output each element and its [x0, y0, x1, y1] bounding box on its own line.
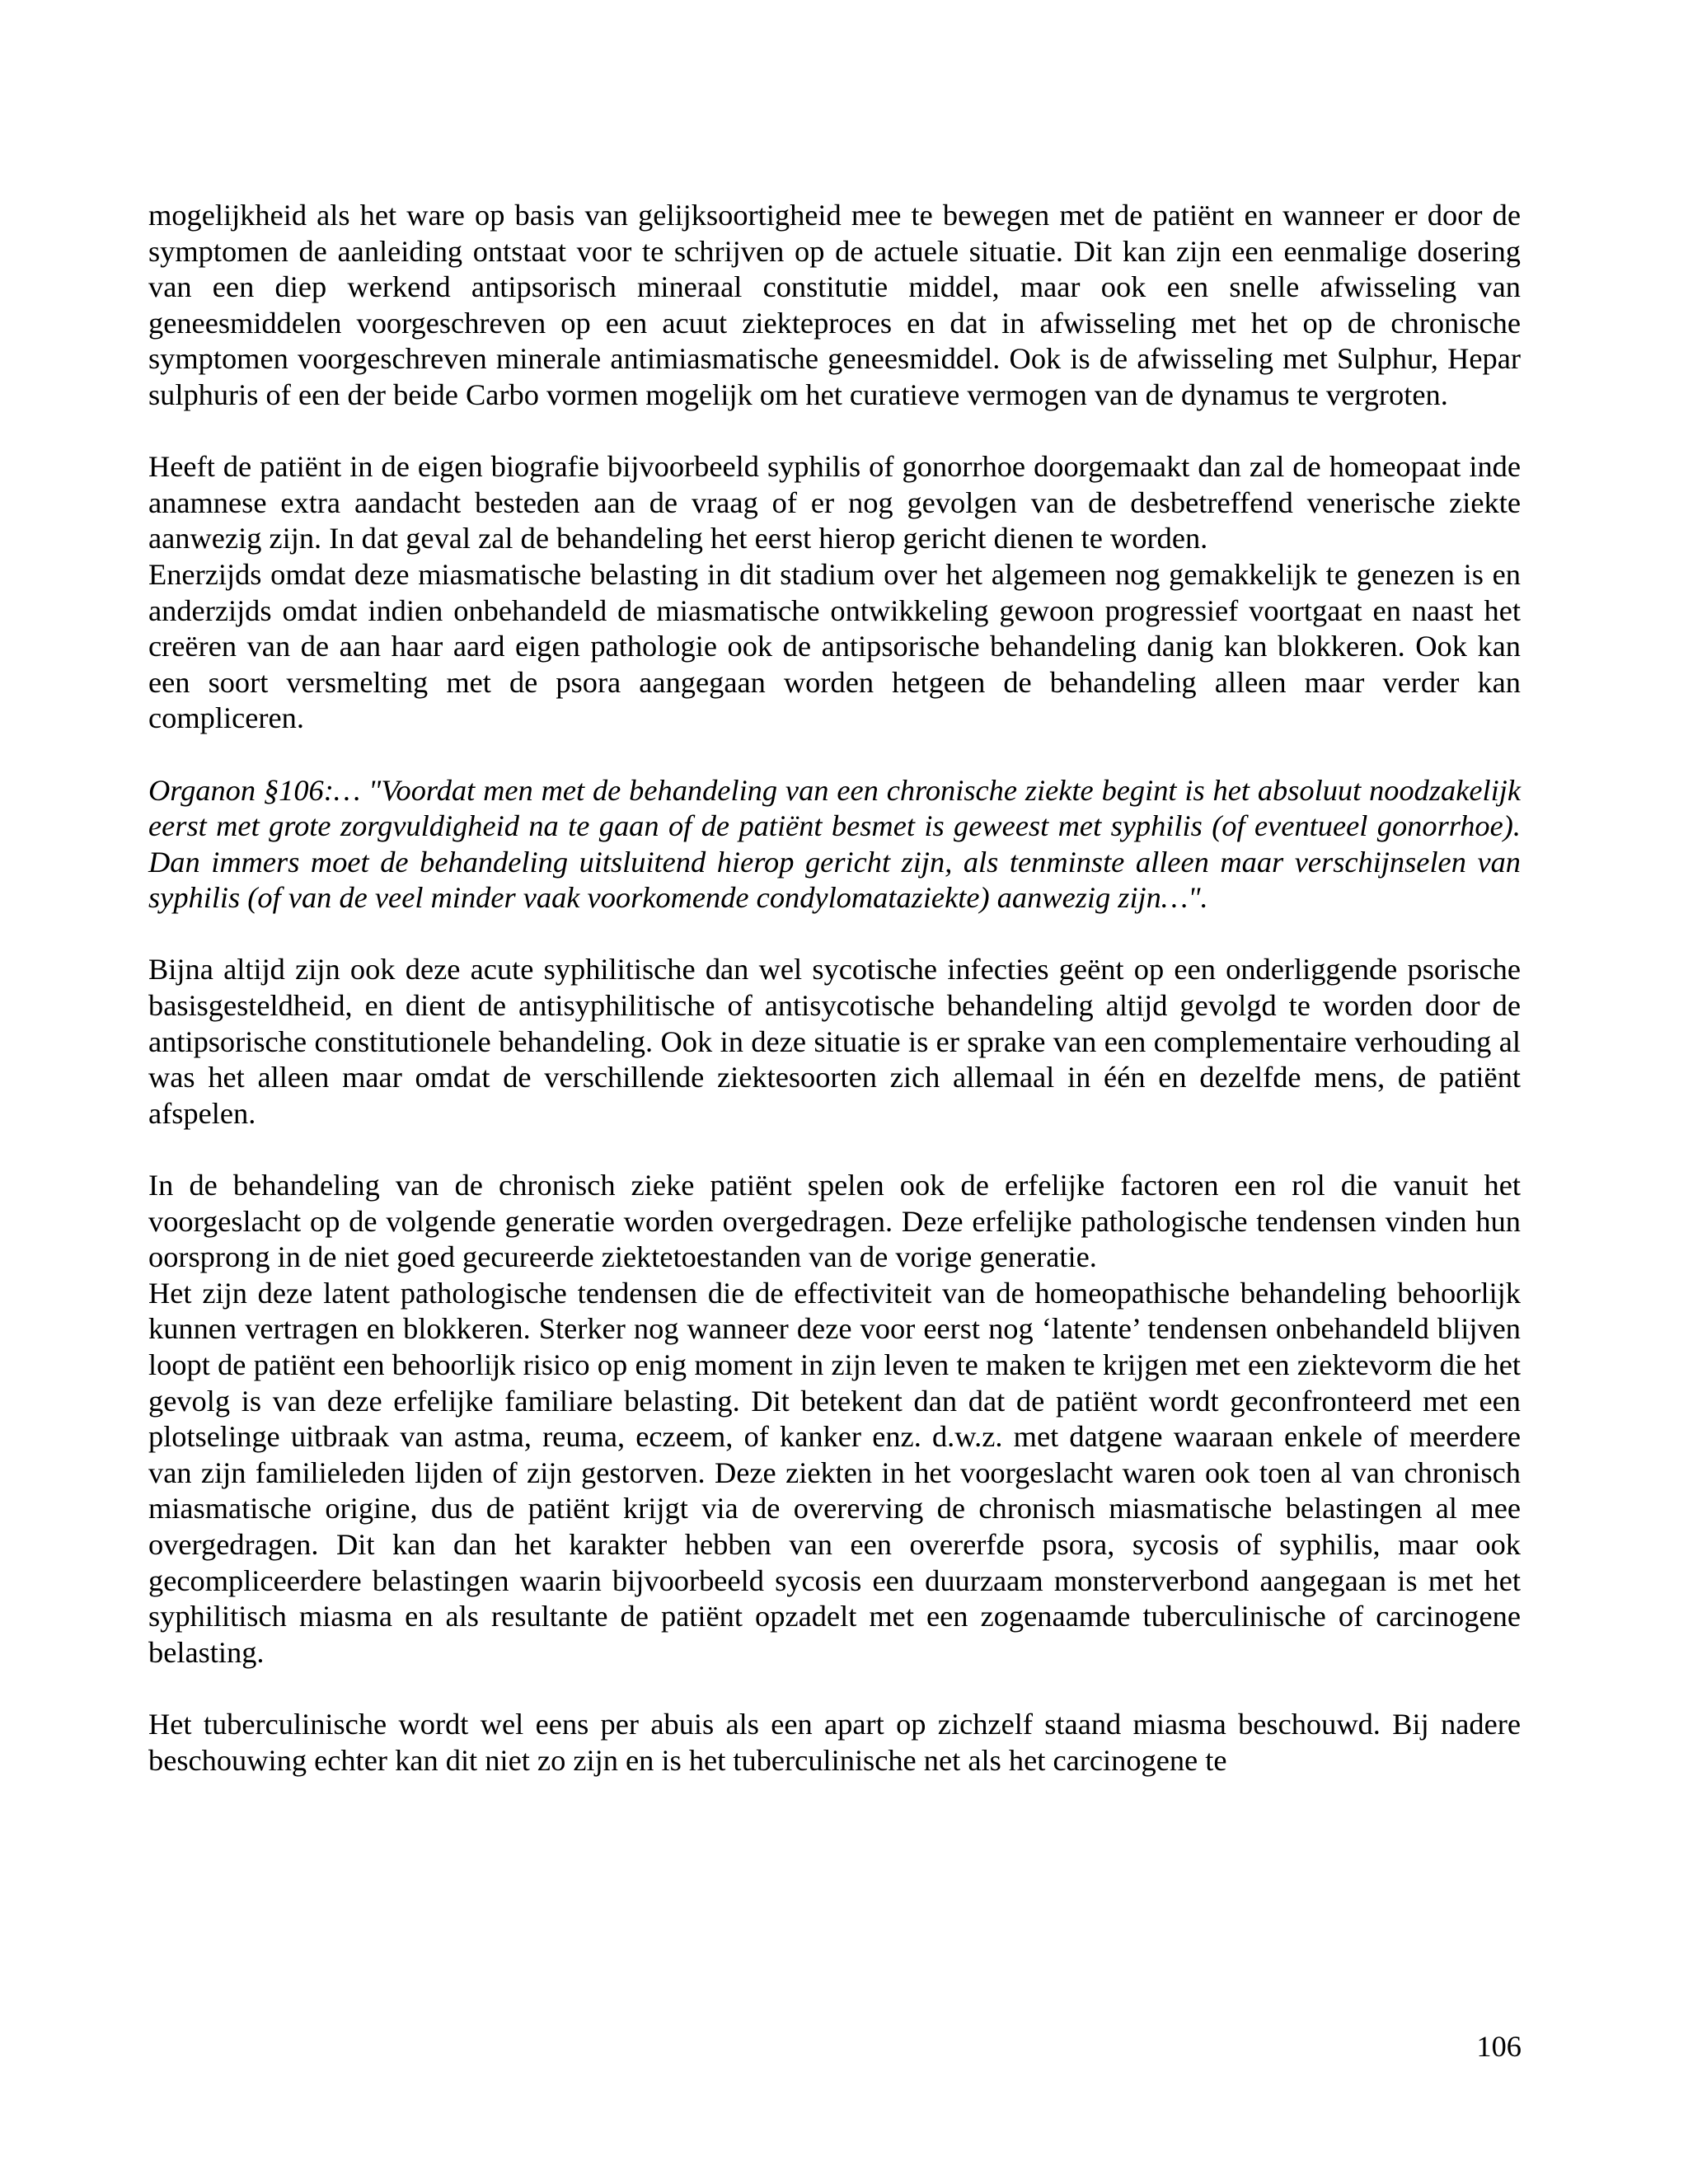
paragraph-remedy-alternation: mogelijkheid als het ware op basis van gelijksoortigheid mee te bewegen met de patiënt en wanneer er door de symptomen de aanleiding ontstaat voor te schrijven op de actuele situatie. Dit kan zijn een eenmalige dosering van een diep werkend antipsorisch mineraal constitutie middel, maar ook een snelle afwisseling van geneesmiddelen voorgeschreven op een acuut ziekteproces en dat in afwisseling met het op de chronische symptomen voorgeschreven minerale antimiasmatische geneesmiddel. Ook is de afwisseling met Sulphur, Hepar sulphuris of een der beide Carbo vormen mogelijk om het curatieve vermogen van de dynamus te vergroten. — [148, 199, 1521, 411]
paragraph-miasmatic-burden: Enerzijds omdat deze miasmatische belasting in dit stadium over het algemeen nog gemakkelijk te genezen is en anderzijds omdat indien onbehandeld de miasmatische ontwikkeling gewoon progressief voortgaat en naast het creëren van de aan haar aard eigen pathologie ook de antipsorische behandeling danig kan blokkeren. Ook kan een soort versmelting met de psora aangegaan worden hetgeen de behandeling alleen maar verder kan compliceren. — [148, 557, 1521, 735]
paragraph-tuberculinic: Het tuberculinische wordt wel eens per abuis als een apart op zichzelf staand miasma beschouwd. Bij nadere beschouwing echter kan dit niet zo zijn en is het tuberculinische net als het carcinogene te — [148, 1707, 1521, 1777]
paragraph-latent-tendencies: Het zijn deze latent pathologische tendensen die de effectiviteit van de homeopathische behandeling behoorlijk kunnen vertragen en blokkeren. Sterker nog wanneer deze voor eerst nog ‘latente’ tendensen onbehandeld blijven loopt de patiënt een behoorlijk risico op enig moment in zijn leven te maken te krijgen met een ziektevorm die het gevolg is van deze erfelijke familiare belasting. Dit betekent dan dat de patiënt wordt geconfronteerd met een plotselinge uitbraak van astma, reuma, eczeem, of kanker enz. d.w.z. met datgene waaraan enkele of meerdere van zijn familieleden lijden of zijn gestorven. Deze ziekten in het voorgeslacht waren ook toen al van chronisch miasmatische origine, dus de patiënt krijgt via de overerving de chronisch miasmatische belastingen al mee overgedragen. Dit kan dan het karakter hebben van een overerfde psora, sycosis of syphilis, maar ook gecompliceerdere belastingen waarin bijvoorbeeld sycosis een duurzaam monsterverbond aangegaan is met het syphilitisch miasma en als resultante de patiënt opzadelt met een zogenaamde tuberculinische of carcinogene belasting. — [148, 1276, 1521, 1669]
page-body — [148, 198, 1521, 1779]
paragraph-psoric-basis: Bijna altijd zijn ook deze acute syphilitische dan wel sycotische infecties geënt op een onderliggende psorische basisgesteldheid, en dient de antisyphilitische of antisycotische behandeling altijd gevolgd te worden door de antipsorische constitutionele behandeling. Ook in deze situatie is er sprake van een complementaire verhouding al was het alleen maar omdat de verschillende ziektesoorten zich allemaal in één en dezelfde mens, de patiënt afspelen. — [148, 953, 1521, 1130]
paragraph-venereal-history: Heeft de patiënt in de eigen biografie bijvoorbeeld syphilis of gonorrhoe doorgemaakt dan zal de homeopaat inde anamnese extra aandacht besteden aan de vraag of er nog gevolgen van de desbetreffend venerische ziekte aanwezig zijn. In dat geval zal de behandeling het eerst hierop gericht dienen te worden. — [148, 450, 1521, 555]
organon-quote: Organon §106:… "Voordat men met de behandeling van een chronische ziekte begint is het absoluut noodzakelijk eerst met grote zorgvuldigheid na te gaan of de patiënt besmet is geweest met syphilis (of eventueel gonorrhoe). Dan immers moet de behandeling uitsluitend hierop gericht zijn, als tenminste alleen maar verschijnselen van syphilis (of van de veel minder vaak voorkomende condylomataziekte) aanwezig zijn…". — [148, 773, 1521, 915]
paragraph-hereditary-factors: In de behandeling van de chronisch zieke patiënt spelen ook de erfelijke factoren een rol die vanuit het voorgeslacht op de volgende generatie worden overgedragen. Deze erfelijke pathologische tendensen vinden hun oorsprong in de niet goed gecureerde ziektetoestanden van de vorige generatie. — [148, 1169, 1521, 1274]
page-number: 106 — [1476, 2030, 1522, 2063]
